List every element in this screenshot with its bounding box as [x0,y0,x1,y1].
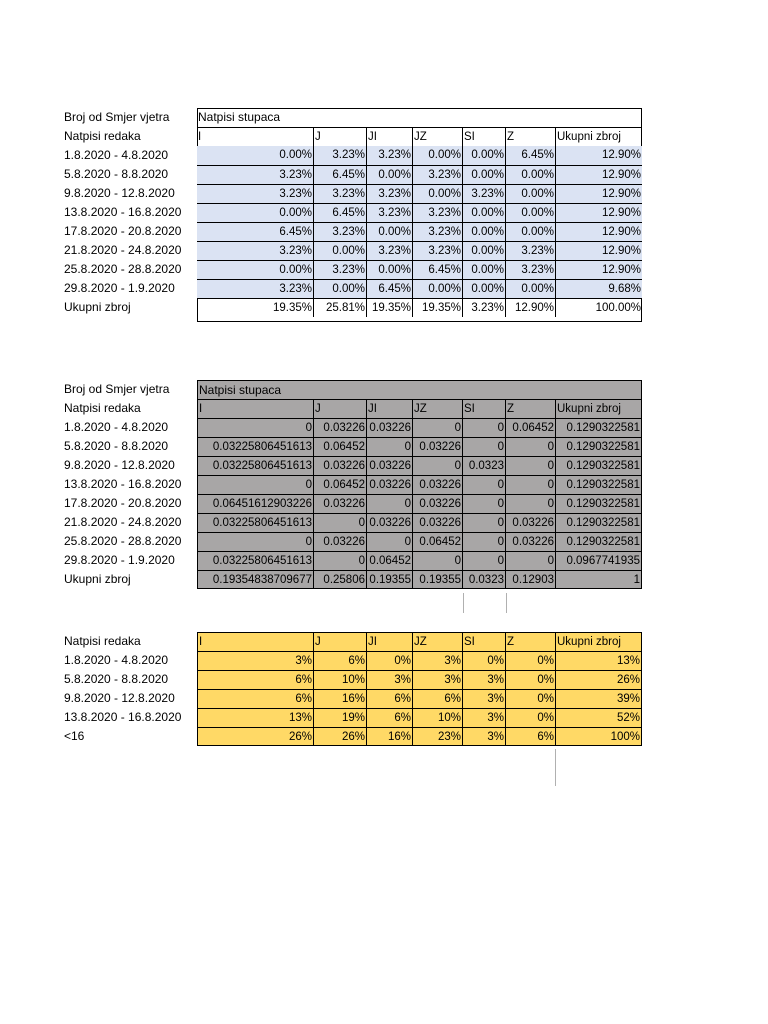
data-cell: 0.1290322581 [555,532,642,551]
total-row [60,570,642,589]
data-cell: 6% [366,689,412,708]
data-cell: 0 [313,513,366,532]
data-cell: 0.06452 [366,551,412,570]
column-header-ji: JI [366,632,412,651]
column-header-z: Z [505,127,555,146]
table-row [60,456,642,475]
data-cell: 0 [505,456,555,475]
column-header-jz: JZ [412,127,462,146]
data-cell: 0 [505,551,555,570]
data-cell: 0.00% [412,279,462,298]
column-header-j: J [313,399,366,418]
table-row [60,494,642,513]
data-cell: 0.00% [412,146,462,165]
table2-column-label: Natpisi stupaca [197,380,642,399]
data-cell: 3.23% [313,260,366,279]
data-cell: 13% [197,708,313,727]
data-cell: 19.35% [197,298,313,317]
row-label: 9.8.2020 - 12.8.2020 [64,458,175,472]
table-row [60,532,642,551]
data-cell: 0% [462,651,505,670]
data-cell: 0.1290322581 [555,475,642,494]
data-cell: 12.90% [555,203,642,222]
data-cell: 6.45% [313,203,366,222]
data-cell: 0.03225806451613 [197,551,313,570]
column-header-ukupni-zbroj: Ukupni zbroj [555,632,642,651]
data-cell: 0.00% [412,184,462,203]
data-cell: 3.23% [313,184,366,203]
row-label: 21.8.2020 - 24.8.2020 [64,243,182,257]
row-label: 13.8.2020 - 16.8.2020 [64,477,182,491]
data-cell: 0.03226 [412,437,462,456]
row-label: 17.8.2020 - 20.8.2020 [64,496,182,510]
data-cell: 6.45% [366,279,412,298]
data-cell: 0 [197,532,313,551]
data-cell: 6% [313,651,366,670]
data-cell: 3.23% [366,184,412,203]
data-cell: 0.0323 [462,570,505,589]
data-cell: 0.03226 [412,513,462,532]
data-cell: 0.00% [505,203,555,222]
row-label: 5.8.2020 - 8.8.2020 [64,672,169,686]
data-cell: 0.03226 [366,418,412,437]
data-cell: 12.90% [555,184,642,203]
data-cell: 0.03226 [313,494,366,513]
table-row [60,203,642,222]
table1-row-label: Natpisi redaka [64,129,141,143]
data-cell: 3% [412,670,462,689]
data-cell: 0 [462,494,505,513]
column-header-j: J [313,127,366,146]
data-cell: 19.35% [412,298,462,317]
data-cell: 0.25806 [313,570,366,589]
data-cell: 0.03226 [313,532,366,551]
data-cell: 3% [462,727,505,746]
table-row [60,279,642,298]
data-cell: 0 [505,494,555,513]
data-cell: 39% [555,689,642,708]
data-cell: 3% [462,670,505,689]
data-cell: 19% [313,708,366,727]
data-cell: 0.00% [313,279,366,298]
data-cell: 0 [366,437,412,456]
table-row [60,513,642,532]
data-cell: 0 [462,475,505,494]
data-cell: 0.03225806451613 [197,456,313,475]
data-cell: 3.23% [197,165,313,184]
data-cell: 0% [505,708,555,727]
data-cell: 0.00% [462,260,505,279]
data-cell: 10% [313,670,366,689]
data-cell: 0 [462,551,505,570]
data-cell: 0.03226 [412,494,462,513]
data-cell: 0.19355 [366,570,412,589]
data-cell: 0.00% [462,165,505,184]
table3-row-label: Natpisi redaka [64,634,141,648]
data-cell: 3.23% [366,241,412,260]
data-cell: 12.90% [555,241,642,260]
data-cell: 0 [313,551,366,570]
row-label: 1.8.2020 - 4.8.2020 [64,653,169,667]
row-label: 13.8.2020 - 16.8.2020 [64,205,182,219]
data-cell: 0.1290322581 [555,456,642,475]
table-row [60,146,642,165]
data-cell: 12.90% [555,165,642,184]
data-cell: 0.03225806451613 [197,513,313,532]
data-cell: 0 [505,437,555,456]
data-cell: 10% [412,708,462,727]
data-cell: 0.00% [366,222,412,241]
data-cell: 0 [366,532,412,551]
data-cell: 26% [197,727,313,746]
table-row [60,260,642,279]
data-cell: 3.23% [366,146,412,165]
data-cell: 0.00% [366,165,412,184]
column-header-ukupni-zbroj: Ukupni zbroj [555,399,642,418]
data-cell: 3.23% [412,222,462,241]
table-row [60,418,642,437]
table-row [60,165,642,184]
row-label: 17.8.2020 - 20.8.2020 [64,224,182,238]
data-cell: 0.03226 [313,456,366,475]
data-cell: 0% [505,689,555,708]
column-header-ji: JI [366,399,412,418]
data-cell: 0.00% [505,222,555,241]
data-cell: 3.23% [505,260,555,279]
data-cell: 0.0967741935 [555,551,642,570]
data-cell: 12.90% [555,222,642,241]
table-row [60,689,642,708]
data-cell: 0% [366,651,412,670]
data-cell: 3.23% [462,298,505,317]
table2-value-label: Broj od Smjer vjetra [64,382,170,396]
data-cell: 0.12903 [505,570,555,589]
row-label: 29.8.2020 - 1.9.2020 [64,553,175,567]
data-cell: 6% [505,727,555,746]
data-cell: 6% [366,708,412,727]
cell-border-line [506,593,507,613]
data-cell: 0 [412,418,462,437]
data-cell: 0 [462,418,505,437]
data-cell: 25.81% [313,298,366,317]
data-cell: 0 [366,494,412,513]
data-cell: 0.19355 [412,570,462,589]
data-cell: 0.00% [197,146,313,165]
table-row [60,475,642,494]
total-row [60,298,642,317]
data-cell: 0.03226 [366,475,412,494]
data-cell: 0 [462,532,505,551]
column-header-i: I [197,399,313,418]
data-cell: 0.00% [505,184,555,203]
column-header-ji: JI [366,127,412,146]
data-cell: 13% [555,651,642,670]
table3-header-row [60,632,642,651]
data-cell: 0.00% [462,241,505,260]
data-cell: 12.90% [555,260,642,279]
data-cell: 0 [412,456,462,475]
data-cell: 0 [197,475,313,494]
data-cell: 6% [197,689,313,708]
data-cell: 0.03226 [412,475,462,494]
row-label: Ukupni zbroj [64,300,131,314]
data-cell: 0.00% [462,203,505,222]
table1-title-row [60,108,642,127]
data-cell: 0.00% [462,222,505,241]
data-cell: 3% [462,708,505,727]
column-header-z: Z [505,632,555,651]
data-cell: 9.68% [555,279,642,298]
data-cell: 0.06452 [313,475,366,494]
data-cell: 0.03225806451613 [197,437,313,456]
data-cell: 3.23% [505,241,555,260]
row-label: 21.8.2020 - 24.8.2020 [64,515,182,529]
data-cell: 52% [555,708,642,727]
data-cell: 3% [366,670,412,689]
data-cell: 0 [462,437,505,456]
data-cell: 19.35% [366,298,412,317]
table2-row-label: Natpisi redaka [64,401,141,415]
column-header-i: I [197,632,313,651]
table1-value-label: Broj od Smjer vjetra [64,110,170,124]
row-label: 1.8.2020 - 4.8.2020 [64,420,169,434]
row-label: 1.8.2020 - 4.8.2020 [64,148,169,162]
data-cell: 3.23% [412,203,462,222]
data-cell: 3.23% [462,184,505,203]
row-label: 13.8.2020 - 16.8.2020 [64,710,182,724]
table-row [60,670,642,689]
column-header-si: SI [462,127,505,146]
data-cell: 16% [313,689,366,708]
data-cell: 3.23% [412,165,462,184]
data-cell: 6% [412,689,462,708]
column-header-ukupni-zbroj: Ukupni zbroj [555,127,642,146]
row-label: 5.8.2020 - 8.8.2020 [64,167,169,181]
data-cell: 3% [197,651,313,670]
table-row [60,727,642,746]
table1-column-label: Natpisi stupaca [198,110,281,124]
row-label: 25.8.2020 - 28.8.2020 [64,262,182,276]
table-row [60,222,642,241]
data-cell: 12.90% [505,298,555,317]
data-cell: 6% [197,670,313,689]
data-cell: 0% [505,651,555,670]
data-cell: 6.45% [313,165,366,184]
data-cell: 0.03226 [505,532,555,551]
data-cell: 100.00% [555,298,642,317]
data-cell: 0 [462,513,505,532]
data-cell: 0.1290322581 [555,418,642,437]
column-header-i: I [197,127,313,146]
data-cell: 26% [313,727,366,746]
row-label: 9.8.2020 - 12.8.2020 [64,186,175,200]
table-row [60,241,642,260]
data-cell: 0.00% [505,165,555,184]
data-cell: 3% [462,689,505,708]
data-cell: 3.23% [313,146,366,165]
data-cell: 0.00% [462,146,505,165]
data-cell: 26% [555,670,642,689]
data-cell: 0% [505,670,555,689]
row-label: 5.8.2020 - 8.8.2020 [64,439,169,453]
data-cell: 0.03226 [313,418,366,437]
data-cell: 0.1290322581 [555,513,642,532]
data-cell: 0.06451612903226 [197,494,313,513]
data-cell: 0.00% [197,203,313,222]
data-cell: 100% [555,727,642,746]
row-label: <16 [64,729,85,743]
data-cell: 0.1290322581 [555,494,642,513]
column-header-j: J [313,632,366,651]
table-row [60,437,642,456]
data-cell: 0.06452 [412,532,462,551]
data-cell: 6.45% [412,260,462,279]
data-cell: 0.03226 [366,513,412,532]
table-row [60,708,642,727]
data-cell: 3.23% [197,184,313,203]
data-cell: 0.00% [505,279,555,298]
table-row [60,551,642,570]
row-label: 9.8.2020 - 12.8.2020 [64,691,175,705]
row-label: 25.8.2020 - 28.8.2020 [64,534,182,548]
table1-header-row [60,127,642,146]
data-cell: 0.0323 [462,456,505,475]
data-cell: 3.23% [366,203,412,222]
data-cell: 0.19354838709677 [197,570,313,589]
cell-border-line [555,749,556,786]
data-cell: 3.23% [197,241,313,260]
data-cell: 0 [412,551,462,570]
data-cell: 0.00% [313,241,366,260]
data-cell: 1 [555,570,642,589]
row-label: Ukupni zbroj [64,572,131,586]
table2-title-row [60,380,642,399]
column-header-jz: JZ [412,632,462,651]
data-cell: 3.23% [197,279,313,298]
data-cell: 0.00% [462,279,505,298]
row-label: 29.8.2020 - 1.9.2020 [64,281,175,295]
column-header-z: Z [505,399,555,418]
data-cell: 6.45% [505,146,555,165]
table2-header-row [60,399,642,418]
data-cell: 0.03226 [505,513,555,532]
column-header-jz: JZ [412,399,462,418]
data-cell: 3.23% [412,241,462,260]
data-cell: 0 [505,475,555,494]
column-header-si: SI [462,399,505,418]
data-cell: 0.03226 [366,456,412,475]
data-cell: 0.06452 [313,437,366,456]
data-cell: 3% [412,651,462,670]
data-cell: 0.00% [197,260,313,279]
data-cell: 0.00% [366,260,412,279]
data-cell: 23% [412,727,462,746]
cell-border-line [463,593,464,613]
data-cell: 16% [366,727,412,746]
data-cell: 3.23% [313,222,366,241]
column-header-si: SI [462,632,505,651]
table-row [60,651,642,670]
data-cell: 0.06452 [505,418,555,437]
table-row [60,184,642,203]
data-cell: 0.1290322581 [555,437,642,456]
data-cell: 12.90% [555,146,642,165]
data-cell: 0 [197,418,313,437]
data-cell: 6.45% [197,222,313,241]
